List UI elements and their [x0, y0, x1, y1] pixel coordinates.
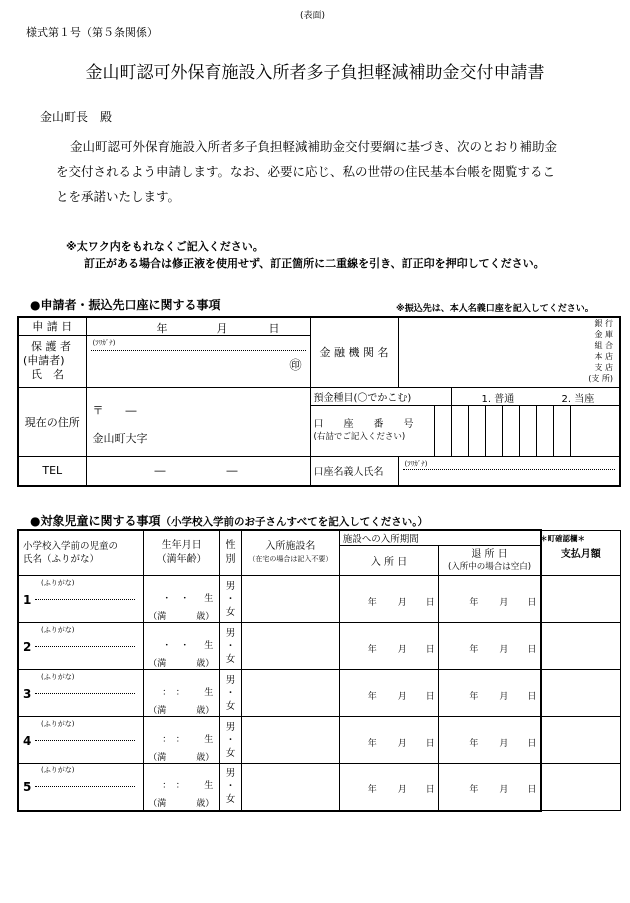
sex-male[interactable]: 男 — [225, 721, 236, 733]
deposit-type-options[interactable] — [451, 387, 620, 405]
sex-female[interactable]: 女 — [225, 653, 236, 665]
child-row — [18, 717, 621, 764]
account-holder-dotted-line — [403, 469, 616, 470]
sex-male[interactable]: 男 — [225, 627, 236, 639]
guardian-label-line2: (申請者) — [23, 354, 65, 367]
apply-month-label: 月 — [216, 322, 228, 336]
col-child-name-line1: 小学校入学前の児童の — [23, 541, 119, 552]
leave-day: 日 — [527, 691, 537, 702]
child-pay-month-field[interactable] — [541, 717, 621, 764]
bank-type-bank: 銀 行 — [594, 319, 613, 329]
apply-year-label: 年 — [156, 322, 168, 336]
child-leave-date[interactable] — [439, 576, 541, 623]
leave-year: 年 — [469, 785, 479, 796]
enter-month: 月 — [397, 644, 407, 655]
child-birth-field[interactable] — [144, 717, 220, 764]
address-field[interactable] — [86, 387, 310, 456]
age-close: 歳） — [196, 752, 215, 763]
leave-month: 月 — [499, 738, 509, 749]
account-number-label — [310, 405, 434, 456]
col-facility-line2: （在宅の場合は記入不要） — [248, 555, 333, 563]
seal-mark: ㊞ — [289, 358, 302, 372]
sex-female[interactable]: 女 — [225, 606, 236, 618]
age-close: 歳） — [196, 799, 215, 810]
birth-suffix: 生 — [204, 781, 214, 792]
enter-day: 日 — [425, 785, 435, 796]
child-facility-field[interactable] — [241, 576, 339, 623]
enter-month: 月 — [397, 597, 407, 608]
child-furigana-label: (ふりがな) — [41, 625, 75, 634]
child-enter-date[interactable] — [339, 717, 439, 764]
child-sex-field[interactable] — [220, 670, 242, 717]
child-enter-date[interactable] — [339, 670, 439, 717]
sex-dot: ・ — [225, 593, 236, 605]
leave-day: 日 — [527, 738, 537, 749]
age-close: 歳） — [196, 611, 215, 622]
leave-month: 月 — [499, 691, 509, 702]
child-birth-field[interactable] — [144, 670, 220, 717]
branch-type-branch: 支 店 — [594, 363, 613, 373]
col-birth — [144, 530, 220, 576]
enter-month: 月 — [397, 785, 407, 796]
postal-mark: 〒 ― — [92, 403, 137, 417]
col-facility-line1: 入所施設名 — [265, 541, 316, 552]
child-sex-field[interactable] — [220, 623, 242, 670]
guardian-name-field[interactable] — [86, 335, 310, 387]
child-leave-date[interactable] — [439, 670, 541, 717]
child-pay-month-field[interactable] — [541, 623, 621, 670]
enter-year: 年 — [367, 597, 377, 608]
birth-separators: ： ： — [162, 687, 185, 698]
apply-date-field[interactable] — [86, 317, 310, 335]
child-row — [18, 764, 621, 811]
enter-year: 年 — [367, 644, 377, 655]
enter-month: 月 — [397, 691, 407, 702]
col-sex-line1: 性 — [225, 540, 236, 551]
enter-day: 日 — [425, 738, 435, 749]
sex-male[interactable]: 男 — [225, 674, 236, 686]
child-pay-month-field[interactable] — [541, 670, 621, 717]
leave-month: 月 — [499, 597, 509, 608]
leave-year: 年 — [469, 644, 479, 655]
children-table — [17, 529, 621, 812]
child-facility-field[interactable] — [241, 717, 339, 764]
birth-separators: ・ ・ — [162, 640, 190, 651]
town-prefix: 金山町大字 — [92, 431, 148, 445]
col-pay-month: 支払月額 — [541, 530, 621, 576]
child-leave-date[interactable] — [439, 717, 541, 764]
age-close: 歳） — [196, 658, 215, 669]
town-confirm-label: ＊町確認欄＊ — [540, 534, 585, 543]
account-digit-9[interactable] — [570, 405, 620, 456]
col-birth-line2: （満年齢） — [156, 554, 207, 565]
account-digit-5[interactable] — [502, 405, 519, 456]
deposit-option-normal[interactable]: 1. 普通 — [481, 394, 515, 406]
child-enter-date[interactable] — [339, 623, 439, 670]
apply-date-label: 申 請 日 — [18, 317, 86, 335]
address-label: 現在の住所 — [18, 387, 86, 456]
leave-day: 日 — [527, 644, 537, 655]
body-text-line2: を交付されるよう申請します。なお、必要に応じ、私の世帯の住民基本台帳を閲覧するこ — [56, 164, 556, 179]
sex-dot: ・ — [225, 734, 236, 746]
account-digit-1[interactable] — [434, 405, 451, 456]
section2-heading — [30, 512, 428, 529]
bank-type-kumiai: 組 合 — [594, 341, 613, 351]
tel-label: TEL — [18, 456, 86, 486]
deposit-type-label: 預金種目(〇でかこむ) — [310, 387, 451, 405]
enter-day: 日 — [425, 691, 435, 702]
child-name-field[interactable] — [18, 764, 144, 811]
birth-suffix: 生 — [204, 687, 214, 698]
child-sex-field[interactable] — [220, 717, 242, 764]
col-period: 施設への入所期間 — [339, 530, 540, 546]
account-number-note: (右詰でご記入ください) — [313, 431, 406, 442]
child-row-number: 4 — [23, 733, 32, 748]
birth-suffix: 生 — [204, 640, 214, 651]
child-birth-field[interactable] — [144, 623, 220, 670]
sex-dot: ・ — [225, 781, 236, 793]
child-furigana-label: (ふりがな) — [41, 672, 75, 681]
sex-male[interactable]: 男 — [225, 768, 236, 780]
col-sex-line2: 別 — [225, 554, 236, 565]
tel-field[interactable] — [86, 456, 310, 486]
child-name-field[interactable] — [18, 717, 144, 764]
branch-type-office: (支 所) — [588, 374, 613, 384]
section2-heading-note: （小学校入学前のお子さんすべてを記入してください。） — [160, 516, 429, 528]
child-pay-month-field[interactable] — [541, 576, 621, 623]
applicant-table — [17, 316, 621, 487]
child-name-field[interactable] — [18, 670, 144, 717]
account-holder-label: 口座名義人氏名 — [310, 456, 398, 486]
child-furigana-line — [35, 693, 135, 694]
age-open: （満 — [148, 799, 167, 810]
child-row-number: 5 — [23, 780, 32, 795]
sex-female[interactable]: 女 — [225, 700, 236, 712]
child-furigana-line — [35, 599, 135, 600]
child-name-field[interactable] — [18, 576, 144, 623]
account-digit-6[interactable] — [519, 405, 536, 456]
leave-day: 日 — [527, 597, 537, 608]
col-leave-line1: 退 所 日 — [471, 548, 508, 560]
col-leave-line2: (入所中の場合は空白) — [447, 561, 532, 572]
col-sex — [220, 530, 242, 576]
age-open: （満 — [148, 705, 167, 716]
tel-dash-1: ― — [154, 463, 166, 477]
apply-day-label: 日 — [268, 322, 280, 336]
tel-dash-2: ― — [226, 463, 238, 477]
bank-label: 金 融 機 関 名 — [310, 317, 398, 387]
body-text-line3: とを承諾いたします。 — [56, 189, 181, 204]
branch-type-main: 本 店 — [594, 352, 613, 362]
enter-year: 年 — [367, 691, 377, 702]
account-number-title: 口 座 番 号 — [313, 418, 414, 430]
child-birth-field[interactable] — [144, 576, 220, 623]
birth-suffix: 生 — [204, 593, 214, 604]
enter-day: 日 — [425, 644, 435, 655]
age-close: 歳） — [196, 705, 215, 716]
col-leave — [439, 546, 541, 576]
child-facility-field[interactable] — [241, 623, 339, 670]
age-open: （満 — [148, 611, 167, 622]
child-furigana-line — [35, 740, 135, 741]
sex-dot: ・ — [225, 640, 236, 652]
section2-heading-text: ●対象児童に関する事項 — [30, 514, 161, 528]
col-child-name-line2: 氏名（ふりがな） — [23, 554, 100, 565]
leave-year: 年 — [469, 597, 479, 608]
guardian-label-line3: 氏 名 — [31, 368, 64, 381]
birth-separators: ： ： — [162, 781, 185, 792]
child-leave-date[interactable] — [439, 764, 541, 811]
sex-female[interactable]: 女 — [225, 747, 236, 759]
sex-dot: ・ — [225, 687, 236, 699]
body-text-line1: 金山町認可外保育施設入所者多子負担軽減補助金交付要綱に基づき、次のとおり補助金 — [70, 139, 558, 154]
leave-year: 年 — [469, 691, 479, 702]
child-furigana-label: (ふりがな) — [41, 766, 75, 775]
child-furigana-line — [35, 646, 135, 647]
enter-year: 年 — [367, 738, 377, 749]
addressee: 金山町長 殿 — [40, 110, 113, 124]
birth-separators: ： ： — [162, 734, 185, 745]
side-label: (表面) — [300, 11, 326, 21]
leave-month: 月 — [499, 644, 509, 655]
child-pay-month-field[interactable] — [541, 764, 621, 811]
col-enter: 入 所 日 — [339, 546, 439, 576]
leave-year: 年 — [469, 738, 479, 749]
enter-month: 月 — [397, 738, 407, 749]
sex-female[interactable]: 女 — [225, 794, 236, 806]
account-holder-field[interactable] — [398, 456, 620, 486]
col-facility — [241, 530, 339, 576]
age-open: （満 — [148, 658, 167, 669]
section1-heading: ●申請者・振込先口座に関する事項 — [30, 298, 221, 312]
child-furigana-label: (ふりがな) — [41, 719, 75, 728]
col-child-name — [18, 530, 144, 576]
sex-male[interactable]: 男 — [225, 580, 236, 592]
child-row — [18, 576, 621, 623]
child-sex-field[interactable] — [220, 576, 242, 623]
age-open: （満 — [148, 752, 167, 763]
birth-suffix: 生 — [204, 734, 214, 745]
child-row-number: 1 — [23, 592, 32, 607]
child-sex-field[interactable] — [220, 764, 242, 811]
child-leave-date[interactable] — [439, 623, 541, 670]
furigana-dotted-line — [91, 350, 306, 351]
account-holder-furigana: (ﾌﾘｶﾞﾅ) — [404, 459, 428, 468]
note-correction: 訂正がある場合は修正液を使用せず、訂正箇所に二重線を引き、訂正印を押印してください。 — [84, 257, 545, 270]
child-furigana-line — [35, 786, 135, 787]
child-row — [18, 670, 621, 717]
section1-note: ※振込先は、本人名義口座を記入してください。 — [396, 304, 594, 314]
child-row — [18, 623, 621, 670]
bank-name-field[interactable] — [398, 317, 620, 387]
leave-day: 日 — [527, 785, 537, 796]
enter-day: 日 — [425, 597, 435, 608]
guardian-label-line1: 保 護 者 — [31, 340, 71, 353]
bank-type-kinko: 金 庫 — [594, 330, 613, 340]
account-digit-7[interactable] — [536, 405, 553, 456]
child-row-number: 3 — [23, 686, 32, 701]
child-birth-field[interactable] — [144, 764, 220, 811]
leave-month: 月 — [499, 785, 509, 796]
child-enter-date[interactable] — [339, 576, 439, 623]
birth-separators: ・ ・ — [162, 593, 190, 604]
child-facility-field[interactable] — [241, 764, 339, 811]
form-number: 様式第１号（第５条関係） — [26, 26, 158, 39]
enter-year: 年 — [367, 785, 377, 796]
account-digit-3[interactable] — [468, 405, 485, 456]
bank-type-list — [588, 318, 613, 384]
child-facility-field[interactable] — [241, 670, 339, 717]
child-furigana-label: (ふりがな) — [41, 578, 75, 587]
guardian-furigana-label: (ﾌﾘｶﾞﾅ) — [92, 339, 116, 347]
guardian-label — [18, 335, 86, 387]
note-fill-all: ※太ワク内をもれなくご記入ください。 — [66, 240, 264, 253]
child-enter-date[interactable] — [339, 764, 439, 811]
account-digit-4[interactable] — [485, 405, 502, 456]
deposit-option-current[interactable]: 2. 当座 — [561, 394, 595, 406]
account-digit-8[interactable] — [553, 405, 570, 456]
account-digit-2[interactable] — [451, 405, 468, 456]
col-birth-line1: 生年月日 — [161, 540, 202, 551]
page-title: 金山町認可外保育施設入所者多子負担軽減補助金交付申請書 — [85, 63, 545, 83]
child-row-number: 2 — [23, 639, 32, 654]
child-name-field[interactable] — [18, 623, 144, 670]
